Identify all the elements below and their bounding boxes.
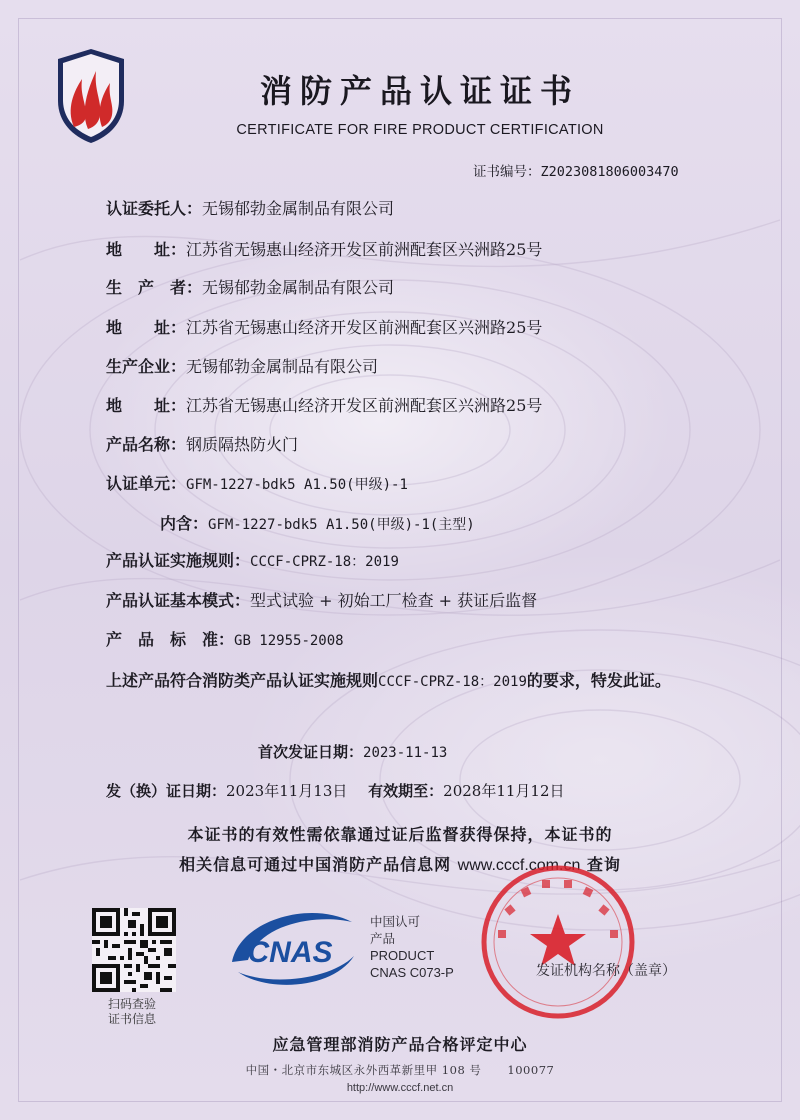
- field-value: 无锡郁勃金属制品有限公司: [186, 357, 379, 376]
- field-label: 生 产 者：: [106, 278, 203, 297]
- qr-caption-line1: 扫码查验: [108, 997, 157, 1011]
- field-applicant: [106, 196, 394, 219]
- compliance-statement: [106, 663, 706, 700]
- field-value: 江苏省无锡惠山经济开发区前洲配套区兴洲路25号: [186, 318, 543, 337]
- issuing-agency: 应急管理部消防产品合格评定中心: [272, 1035, 528, 1054]
- cccf-website-link[interactable]: www.cccf.com.cn: [457, 857, 581, 874]
- certificate-number-value: Z2023081806003470: [540, 164, 679, 180]
- issue-date-value: 2023年11月13日: [226, 782, 348, 800]
- field-certification-mode: [106, 588, 537, 611]
- certificate-number: [473, 160, 679, 180]
- field-value: 无锡郁勃金属制品有限公司: [202, 199, 395, 218]
- agency-address: [0, 1062, 800, 1078]
- field-label: 产品认证基本模式：: [106, 591, 251, 610]
- field-label: 地 址：: [106, 396, 187, 415]
- cnas-line3: PRODUCT: [370, 948, 435, 963]
- first-issue-date: [258, 741, 447, 762]
- field-label: 认证委托人：: [106, 199, 203, 218]
- official-red-seal-icon: [478, 862, 638, 1022]
- field-manufacturer: [106, 354, 378, 377]
- field-label: 地 址：: [106, 318, 187, 337]
- cnas-accreditation-text: [370, 913, 454, 981]
- field-value: GFM-1227-bdk5 A1.50(甲级)-1: [186, 477, 408, 493]
- verification-qr-code-icon[interactable]: [92, 908, 176, 992]
- field-value: CCCF-CPRZ-18：2019: [250, 554, 399, 570]
- field-implementation-rule: [106, 548, 399, 571]
- seal-caption: 发证机构名称（盖章）: [536, 963, 676, 979]
- field-label: 认证单元：: [106, 474, 187, 493]
- field-value: 江苏省无锡惠山经济开发区前洲配套区兴洲路25号: [186, 396, 543, 415]
- cnas-line4: CNAS C073-P: [370, 965, 454, 980]
- address-zip: 100077: [507, 1063, 555, 1077]
- field-label: 地 址：: [106, 240, 187, 259]
- field-manufacturer-address: [106, 393, 542, 416]
- issue-validity-dates: [106, 780, 565, 801]
- validity-notice-line1: 本证书的有效性需依靠通过证后监督获得保持，本证书的: [187, 825, 613, 844]
- validity-notice-line2: [0, 852, 800, 875]
- qr-caption-line2: 证书信息: [108, 1012, 157, 1026]
- cnas-line2: 产品: [370, 931, 396, 946]
- field-applicant-address: [106, 237, 542, 260]
- certificate-subtitle: CERTIFICATE FOR FIRE PRODUCT CERTIFICATION: [236, 122, 604, 138]
- agency-website[interactable]: http://www.cccf.net.cn: [346, 1082, 454, 1094]
- valid-until-label: 有效期至：: [368, 782, 444, 800]
- first-issue-value: 2023-11-13: [363, 745, 448, 761]
- field-label: 内含：: [160, 514, 209, 533]
- field-producer-address: [106, 315, 542, 338]
- valid-until-value: 2028年11月12日: [443, 782, 565, 800]
- field-includes: [160, 511, 475, 534]
- field-value: 江苏省无锡惠山经济开发区前洲配套区兴洲路25号: [186, 240, 543, 259]
- notice-prefix: 相关信息可通过中国消防产品信息网: [179, 855, 452, 874]
- qr-caption: [108, 997, 156, 1027]
- address-text: 中国・北京市东城区永外西革新里甲 108 号: [245, 1063, 482, 1077]
- statement-part2: 的要求，特发此证。: [526, 671, 671, 690]
- statement-part1: 上述产品符合消防类产品认证实施规则: [106, 671, 379, 690]
- certificate-number-label: 证书编号：: [473, 164, 541, 180]
- first-issue-label: 首次发证日期：: [258, 743, 364, 761]
- field-value: GFM-1227-bdk5 A1.50(甲级)-1(主型): [208, 517, 475, 533]
- field-label: 产品认证实施规则：: [106, 551, 251, 570]
- issue-date-label: 发（换）证日期：: [106, 782, 227, 800]
- cnas-line1: 中国认可: [370, 914, 421, 929]
- notice-suffix: 查询: [586, 855, 621, 874]
- field-value: 钢质隔热防火门: [186, 435, 299, 454]
- cnas-logo-text: CNAS: [247, 936, 333, 969]
- field-value: 型式试验 + 初始工厂检查 + 获证后监督: [250, 591, 538, 610]
- field-product-standard: [106, 627, 344, 650]
- field-product-name: [106, 432, 298, 455]
- field-label: 产 品 标 准：: [106, 630, 235, 649]
- field-value: 无锡郁勃金属制品有限公司: [202, 278, 395, 297]
- field-label: 生产企业：: [106, 357, 187, 376]
- field-label: 产品名称：: [106, 435, 187, 454]
- cnas-logo-icon: [220, 900, 360, 990]
- statement-rule: CCCF-CPRZ-18：2019: [378, 674, 527, 690]
- field-value: GB 12955-2008: [234, 633, 344, 649]
- certificate-title: 消防产品认证证书: [259, 72, 580, 110]
- field-producer: [106, 275, 394, 298]
- field-certification-unit: [106, 471, 408, 494]
